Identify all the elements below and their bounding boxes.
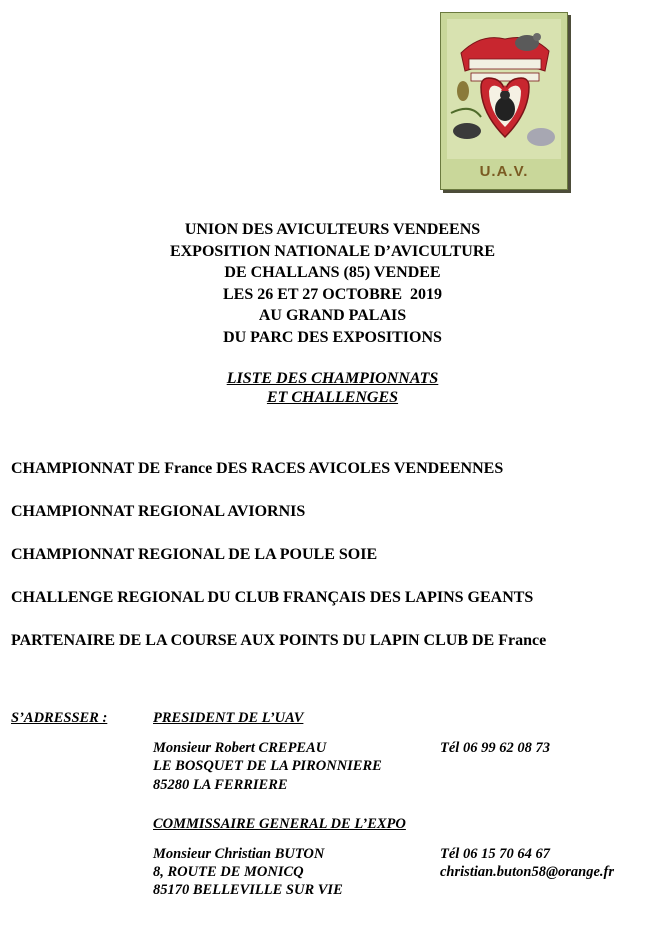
championship-item: PARTENAIRE DE LA COURSE AUX POINTS DU LAPIN CLUB DE France	[11, 632, 547, 649]
uav-logo	[440, 12, 568, 190]
championship-item: CHAMPIONNAT REGIONAL DE LA POULE SOIE	[11, 546, 378, 563]
championship-item: CHAMPIONNAT DE France DES RACES AVICOLES VENDEENNES	[11, 460, 504, 477]
president-phone: Tél 06 99 62 08 73	[440, 740, 550, 756]
header-line: DU PARC DES EXPOSITIONS	[223, 328, 442, 346]
president-name: Monsieur Robert CREPEAU	[153, 740, 327, 756]
commissioner-email[interactable]: christian.buton58@orange.fr	[440, 864, 615, 880]
president-title: PRESIDENT DE L’UAV	[153, 710, 304, 726]
header-line: DE CHALLANS (85) VENDEE	[224, 264, 441, 281]
address-label: S’ADRESSER :	[11, 710, 108, 726]
logo-text: U.A.V.	[479, 163, 529, 180]
commissioner-name: Monsieur Christian BUTON	[153, 846, 325, 862]
commissioner-title: COMMISSAIRE GENERAL DE L’EXPO	[153, 816, 406, 832]
header-line: AU GRAND PALAIS	[258, 307, 407, 324]
commissioner-phone: Tél 06 15 70 64 67	[440, 846, 550, 862]
header-line: EXPOSITION NATIONALE D’AVICULTURE	[169, 242, 496, 260]
championship-item: CHALLENGE REGIONAL DU CLUB FRANÇAIS DES LAPINS GEANTS	[11, 589, 534, 606]
list-title	[0, 369, 665, 407]
president-address-line2: 85280 LA FERRIERE	[153, 777, 288, 793]
commissioner-address-line1: 8, ROUTE DE MONICQ	[153, 864, 304, 880]
championship-list	[11, 459, 661, 674]
list-title-line: ET CHALLENGES	[266, 389, 399, 406]
commissioner-address-line2: 85170 BELLEVILLE SUR VIE	[153, 882, 343, 898]
event-header	[0, 219, 665, 348]
header-line: LES 26 ET 27 OCTOBRE 2019	[222, 285, 443, 303]
championship-item: CHAMPIONNAT REGIONAL AVIORNIS	[11, 503, 306, 520]
list-title-line: LISTE DES CHAMPIONNATS	[226, 370, 439, 387]
header-line: UNION DES AVICULTEURS VENDEENS	[184, 221, 481, 238]
president-address-line1: LE BOSQUET DE LA PIRONNIERE	[153, 758, 382, 774]
